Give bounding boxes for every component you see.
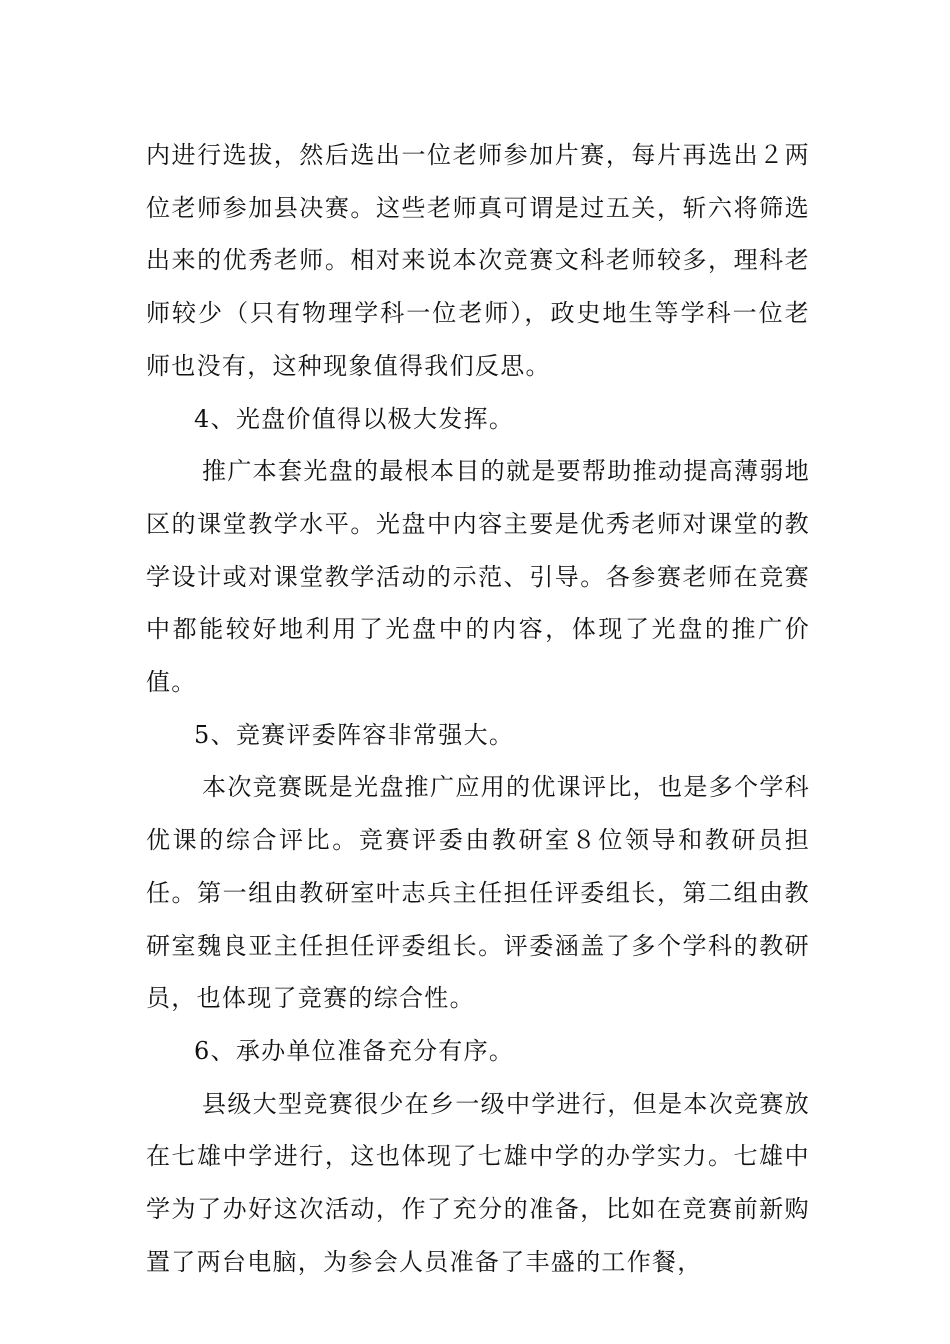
body-paragraph: 推广本套光盘的最根本目的就是要帮助推动提高薄弱地区的课堂教学水平。光盘中内容主要是优秀老师对课堂的教学设计或对课堂教学活动的示范、引导。各参赛老师在竞赛中都能较好地利用了光盘中的内容，体现了光盘的推广价值。 [146, 457, 810, 697]
body-paragraph: 县级大型竞赛很少在乡一级中学进行，但是本次竞赛放在七雄中学进行，这也体现了七雄中学的办学实力。七雄中学为了办好这次活动，作了充分的准备，比如在竞赛前新购置了两台电脑，为参会人员准备了丰盛的工作餐， [146, 1089, 810, 1276]
section-heading-4: 4、光盘价值得以极大发挥。 [194, 404, 515, 433]
body-paragraph-continuation: 内进行选拔，然后选出一位老师参加片赛，每片再选出２两位老师参加县决赛。这些老师真可谓是过五关，斩六将筛选出来的优秀老师。相对来说本次竞赛文科老师较多，理科老师较少（只有物理学科一位老师），政史地生等学科一位老师也没有，这种现象值得我们反思。 [146, 141, 810, 380]
section-heading-5: 5、竞赛评委阵容非常强大。 [194, 720, 515, 749]
body-paragraph: 本次竞赛既是光盘推广应用的优课评比，也是多个学科优课的综合评比。竞赛评委由教研室８位领导和教研员担任。第一组由教研室叶志兵主任担任评委组长，第二组由教研室魏良亚主任担任评委组长。评委涵盖了多个学科的教研员，也体现了竞赛的综合性。 [146, 773, 810, 1013]
document-body [146, 129, 810, 1288]
section-heading-6: 6、承办单位准备充分有序。 [194, 1036, 515, 1065]
